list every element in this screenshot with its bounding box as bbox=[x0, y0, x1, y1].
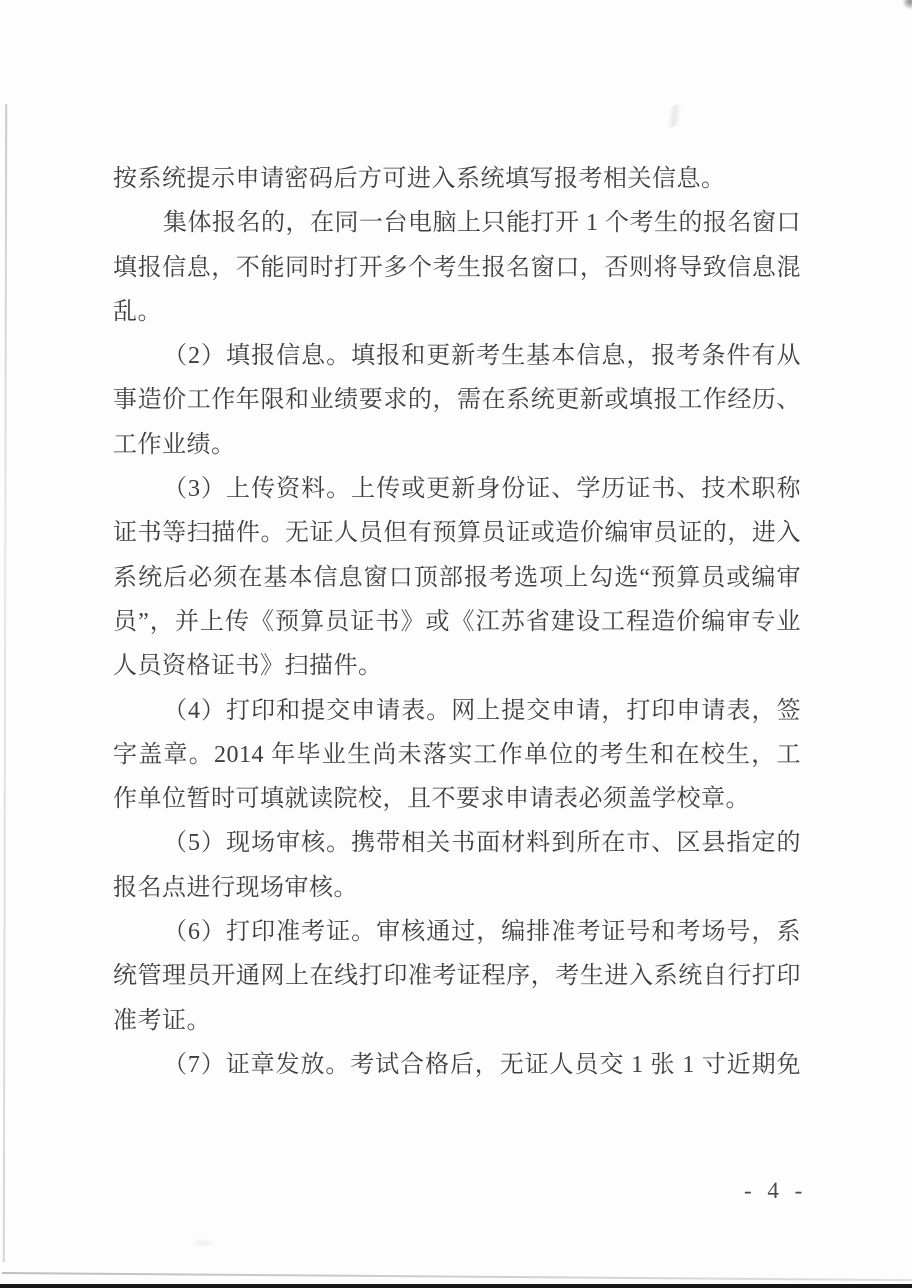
text-line: 集体报名的，在同一台电脑上只能打开 1 个考生的报名窗口 bbox=[163, 210, 801, 237]
text-line: 作单位暂时可填就读院校，且不要求申请表必须盖学校章。 bbox=[113, 786, 750, 813]
text-line: 系统后必须在基本信息窗口顶部报考选项上勾选“预算员或编审 bbox=[113, 564, 801, 591]
scan-artifact-faint-smudge bbox=[646, 98, 702, 133]
text-line: （3）上传资料。上传或更新身份证、学历证书、技术职称 bbox=[163, 476, 801, 503]
text-line: （7）证章发放。考试合格后，无证人员交 1 张 1 寸近期免 bbox=[163, 1051, 801, 1078]
text-line: 人员资格证书》扫描件。 bbox=[113, 653, 383, 680]
text-line: 报名点进行现场审核。 bbox=[113, 874, 358, 901]
scan-artifact-bottom-edge bbox=[0, 1284, 912, 1288]
scan-artifact-faint-smudge bbox=[190, 1238, 216, 1248]
text-line: 准考证。 bbox=[113, 1007, 211, 1034]
text-line: 按系统提示申请密码后方可进入系统填写报考相关信息。 bbox=[113, 166, 726, 192]
text-block bbox=[113, 157, 801, 1087]
text-line: 事造价工作年限和业绩要求的，需在系统更新或填报工作经历、 bbox=[113, 387, 801, 414]
text-line: （6）打印准考证。审核通过，编排准考证号和考场号，系 bbox=[163, 919, 801, 946]
text-line: （2）填报信息。填报和更新考生基本信息，报考条件有从 bbox=[163, 343, 801, 370]
page-number: - 4 - bbox=[744, 1178, 808, 1203]
text-line: 工作业绩。 bbox=[113, 431, 236, 458]
text-line: 证书等扫描件。无证人员但有预算员证或造价编审员证的，进入 bbox=[113, 520, 801, 547]
text-line: （4）打印和提交申请表。网上提交申请，打印申请表，签 bbox=[163, 697, 801, 724]
text-line: 字盖章。2014 年毕业生尚未落实工作单位的考生和在校生，工 bbox=[113, 741, 801, 768]
text-line: 统管理员开通网上在线打印准考证程序，考生进入系统自行打印 bbox=[113, 963, 801, 990]
text-line: （5）现场审核。携带相关书面材料到所在市、区县指定的 bbox=[163, 830, 801, 857]
scan-artifact-bottom-line bbox=[2, 1272, 912, 1281]
scan-artifact-corner-smudge bbox=[902, 0, 912, 9]
text-line: 填报信息，不能同时打开多个考生报名窗口，否则将导致信息混 bbox=[113, 254, 801, 281]
text-line: 员”，并上传《预算员证书》或《江苏省建设工程造价编审专业 bbox=[113, 608, 801, 635]
text-line: 乱。 bbox=[113, 298, 162, 325]
scan-artifact-left-edge-line bbox=[3, 104, 7, 1262]
